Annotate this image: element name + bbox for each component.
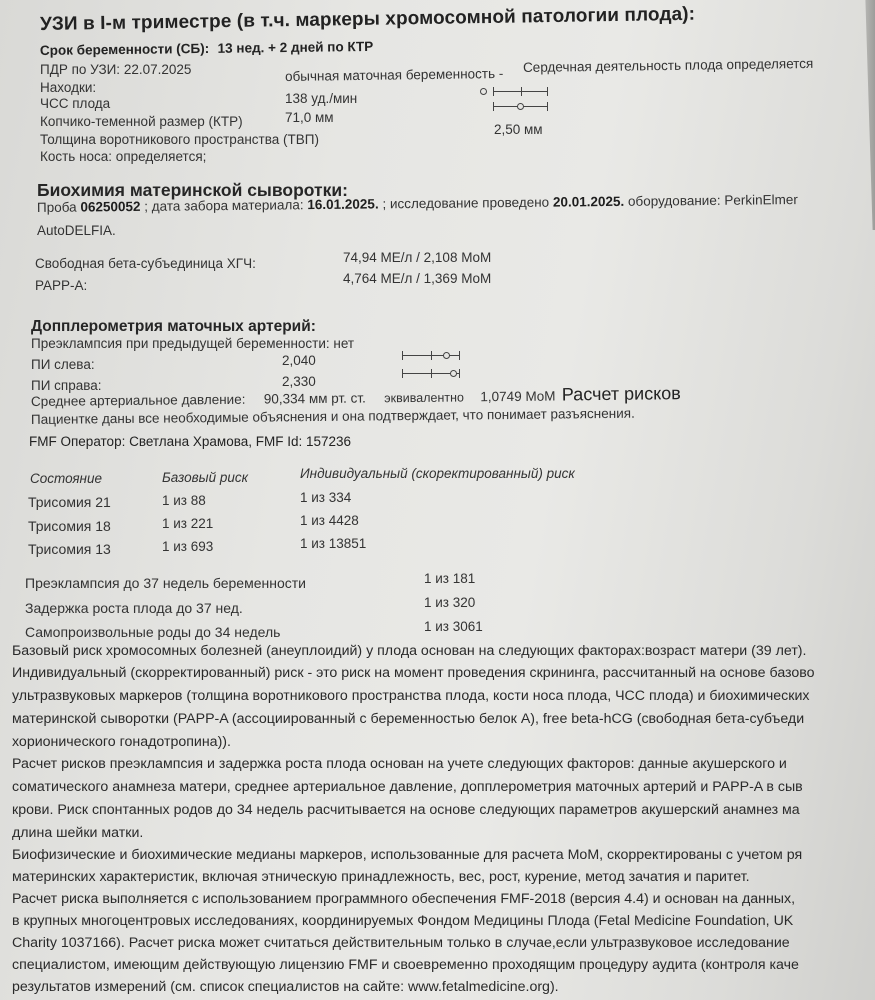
edd-label: ПДР по УЗИ: bbox=[40, 62, 121, 77]
pi-left-value: 2,040 bbox=[282, 353, 316, 368]
risk-row-t21-base: 1 из 88 bbox=[162, 493, 206, 508]
pi-left-label: ПИ слева: bbox=[31, 357, 95, 372]
note-line: материнских характеристик, включая этническую принадлежность, вес, рост, курение, метод зачатия и паритет. bbox=[12, 869, 750, 885]
other-risk-fgr-label: Задержка роста плода до 37 нед. bbox=[25, 600, 243, 616]
prev-preeclampsia: Преэклампсия при предыдущей беременности: нет bbox=[31, 336, 355, 351]
note-line: Расчет рисков преэклампсия и задержка роста плода основан на учете следующих факторов: данные акушерского и bbox=[12, 756, 787, 772]
note-line: результатов измерений (см. список специалистов на сайте: www.fetalmedicine.org). bbox=[12, 979, 559, 995]
other-risk-preeclampsia-label: Преэклампсия до 37 недель беременности bbox=[25, 575, 306, 591]
risk-row-t18-base: 1 из 221 bbox=[162, 516, 214, 531]
marker-value-hcg: 74,94 МЕ/л / 2,108 MoM bbox=[343, 250, 492, 265]
gestational-age-value: 13 нед. + 2 дней по КТР bbox=[217, 38, 374, 56]
findings-label: Находки: bbox=[40, 80, 97, 95]
pi-left-range-indicator bbox=[402, 351, 460, 361]
crl-value: 71,0 мм bbox=[285, 110, 334, 125]
note-line: в крупных многоцентровых исследованиях, координируемых Фондом Медицины Плода (Fetal Medicine Foundation, UK bbox=[12, 913, 794, 929]
crl-label: Копчико-теменной размер (КТР) bbox=[40, 114, 243, 129]
note-line: Charity 1037166). Расчет риска может считаться действительным только в случае,если ультразвуковое исследование bbox=[12, 935, 790, 951]
sample-id: 06250052 bbox=[80, 198, 141, 215]
collection-label: ; дата забора материала: bbox=[144, 197, 304, 214]
study-label: ; исследование проведено bbox=[382, 194, 550, 212]
map-mom: 1,0749 MoM bbox=[480, 388, 556, 405]
nt-value: 2,50 мм bbox=[494, 122, 543, 137]
fhr-value: 138 уд./мин bbox=[285, 91, 358, 106]
note-line: Расчет риска выполняется с использованием программного обеспечения FMF-2018 (версия 4.4) и основан на данных, bbox=[12, 891, 796, 907]
other-risk-fgr-value: 1 из 320 bbox=[424, 595, 476, 610]
marker-value-pappa: 4,764 МЕ/л / 1,369 MoM bbox=[343, 271, 492, 286]
edd-row bbox=[40, 62, 191, 77]
gestational-age-label: Срок беременности (СБ): bbox=[39, 40, 210, 58]
other-risk-preterm-label: Самопроизвольные роды до 34 недель bbox=[25, 624, 281, 640]
collection-date: 16.01.2025. bbox=[307, 196, 379, 213]
note-line: длина шейки матки. bbox=[12, 825, 144, 841]
marker-label-pappa: PAPP-A: bbox=[35, 278, 88, 293]
ultrasound-title: УЗИ в I-м триместре (в т.ч. маркеры хромосомной патологии плода): bbox=[39, 3, 696, 35]
note-line: соматического анамнеза матери, среднее артериальное давление, допплерометрия маточных артерий и PAPP-A в сыв bbox=[12, 779, 803, 795]
risk-table-header-condition: Состояние bbox=[30, 471, 102, 486]
other-risk-preterm-value: 1 из 3061 bbox=[424, 619, 483, 634]
biochem-title: Биохимия материнской сыворотки: bbox=[37, 180, 348, 200]
note-line: материнской сыворотки (PAPP-A (ассоциированный с беременностью белок А), free beta-hCG (свободная бета-субъеди bbox=[12, 711, 805, 727]
cardiac-activity: Сердечная деятельность плода определяется bbox=[522, 55, 814, 75]
note-line: специалистом, имеющим действующую лицензию FMF и своевременно проходящим процедуру аудита (контроля каче bbox=[12, 957, 799, 973]
consent-text: Пациентке даны все необходимые объяснения и она подтверждает, что понимает разъяснения. bbox=[30, 405, 635, 427]
map-value: 90,334 мм рт. ст. bbox=[263, 390, 366, 407]
crl-range-indicator bbox=[493, 102, 548, 112]
operator-line: FMF Оператор: Светлана Храмова, FMF Id: 157236 bbox=[29, 434, 352, 449]
nasal-bone: Кость носа: определяется; bbox=[40, 149, 207, 164]
findings-value: обычная маточная беременность - bbox=[284, 65, 504, 84]
risk-row-t13-individual: 1 из 13851 bbox=[300, 536, 367, 551]
doppler-title: Допплерометрия маточных артерий: bbox=[31, 318, 316, 335]
map-label: Среднее артериальное давление: bbox=[30, 391, 246, 409]
note-line: Базовый риск хромосомных болезней (анеуплоидий) у плода основан на следующих факторах:возраст матери (39 лет). bbox=[12, 643, 807, 659]
nt-label: Толщина воротникового пространства (ТВП) bbox=[40, 132, 319, 147]
other-risk-preeclampsia-value: 1 из 181 bbox=[424, 571, 476, 586]
pi-right-value: 2,330 bbox=[282, 374, 316, 389]
risk-table-header-individual: Индивидуальный (скоректированный) риск bbox=[300, 466, 575, 481]
sample-prefix: Проба bbox=[36, 199, 77, 215]
note-line: Индивидуальный (скорректированный) риск - это риск на момент проведения скрининга, рассчитанный на основе базово bbox=[12, 665, 815, 681]
risk-row-t18-individual: 1 из 4428 bbox=[300, 513, 359, 528]
risk-row-t21-condition: Трисомия 21 bbox=[28, 494, 111, 510]
risk-row-t18-condition: Трисомия 18 bbox=[28, 518, 111, 534]
pi-right-range-indicator bbox=[402, 369, 460, 379]
map-equiv-label: эквивалентно bbox=[384, 390, 464, 406]
risk-table-header-base: Базовый риск bbox=[162, 470, 249, 485]
equipment-line2: AutoDELFIA. bbox=[37, 223, 116, 238]
equipment-label: оборудование: PerkinElmer bbox=[627, 192, 798, 209]
fhr-range-indicator bbox=[493, 87, 548, 97]
note-line: ультразвуковых маркеров (толщина воротникового пространства плода, кости носа плода, ЧСС плода) и биохимических bbox=[12, 688, 810, 704]
gestational-age-row bbox=[40, 38, 373, 60]
fhr-label: ЧСС плода bbox=[40, 96, 111, 111]
edd-value: 22.07.2025 bbox=[123, 62, 192, 77]
risk-row-t13-condition: Трисомия 13 bbox=[28, 541, 111, 557]
risk-row-t13-base: 1 из 693 bbox=[162, 539, 214, 554]
risk-row-t21-individual: 1 из 334 bbox=[300, 490, 352, 505]
risk-calc-heading: Расчет рисков bbox=[561, 383, 681, 405]
study-date: 20.01.2025. bbox=[552, 193, 625, 210]
note-line: Биофизические и биохимические медианы маркеров, использованные для расчета MoM, скорректированы с учетом ря bbox=[12, 847, 803, 863]
note-line: крови. Риск спонтанных родов до 34 недель расчитывается на основе следующих параметров акушерский анамнез ма bbox=[12, 802, 800, 818]
pi-right-label: ПИ справа: bbox=[31, 378, 102, 393]
marker-label-hcg: Свободная бета-субъединица ХГЧ: bbox=[35, 256, 256, 271]
note-line: хорионического гонадотропина)). bbox=[12, 734, 231, 750]
